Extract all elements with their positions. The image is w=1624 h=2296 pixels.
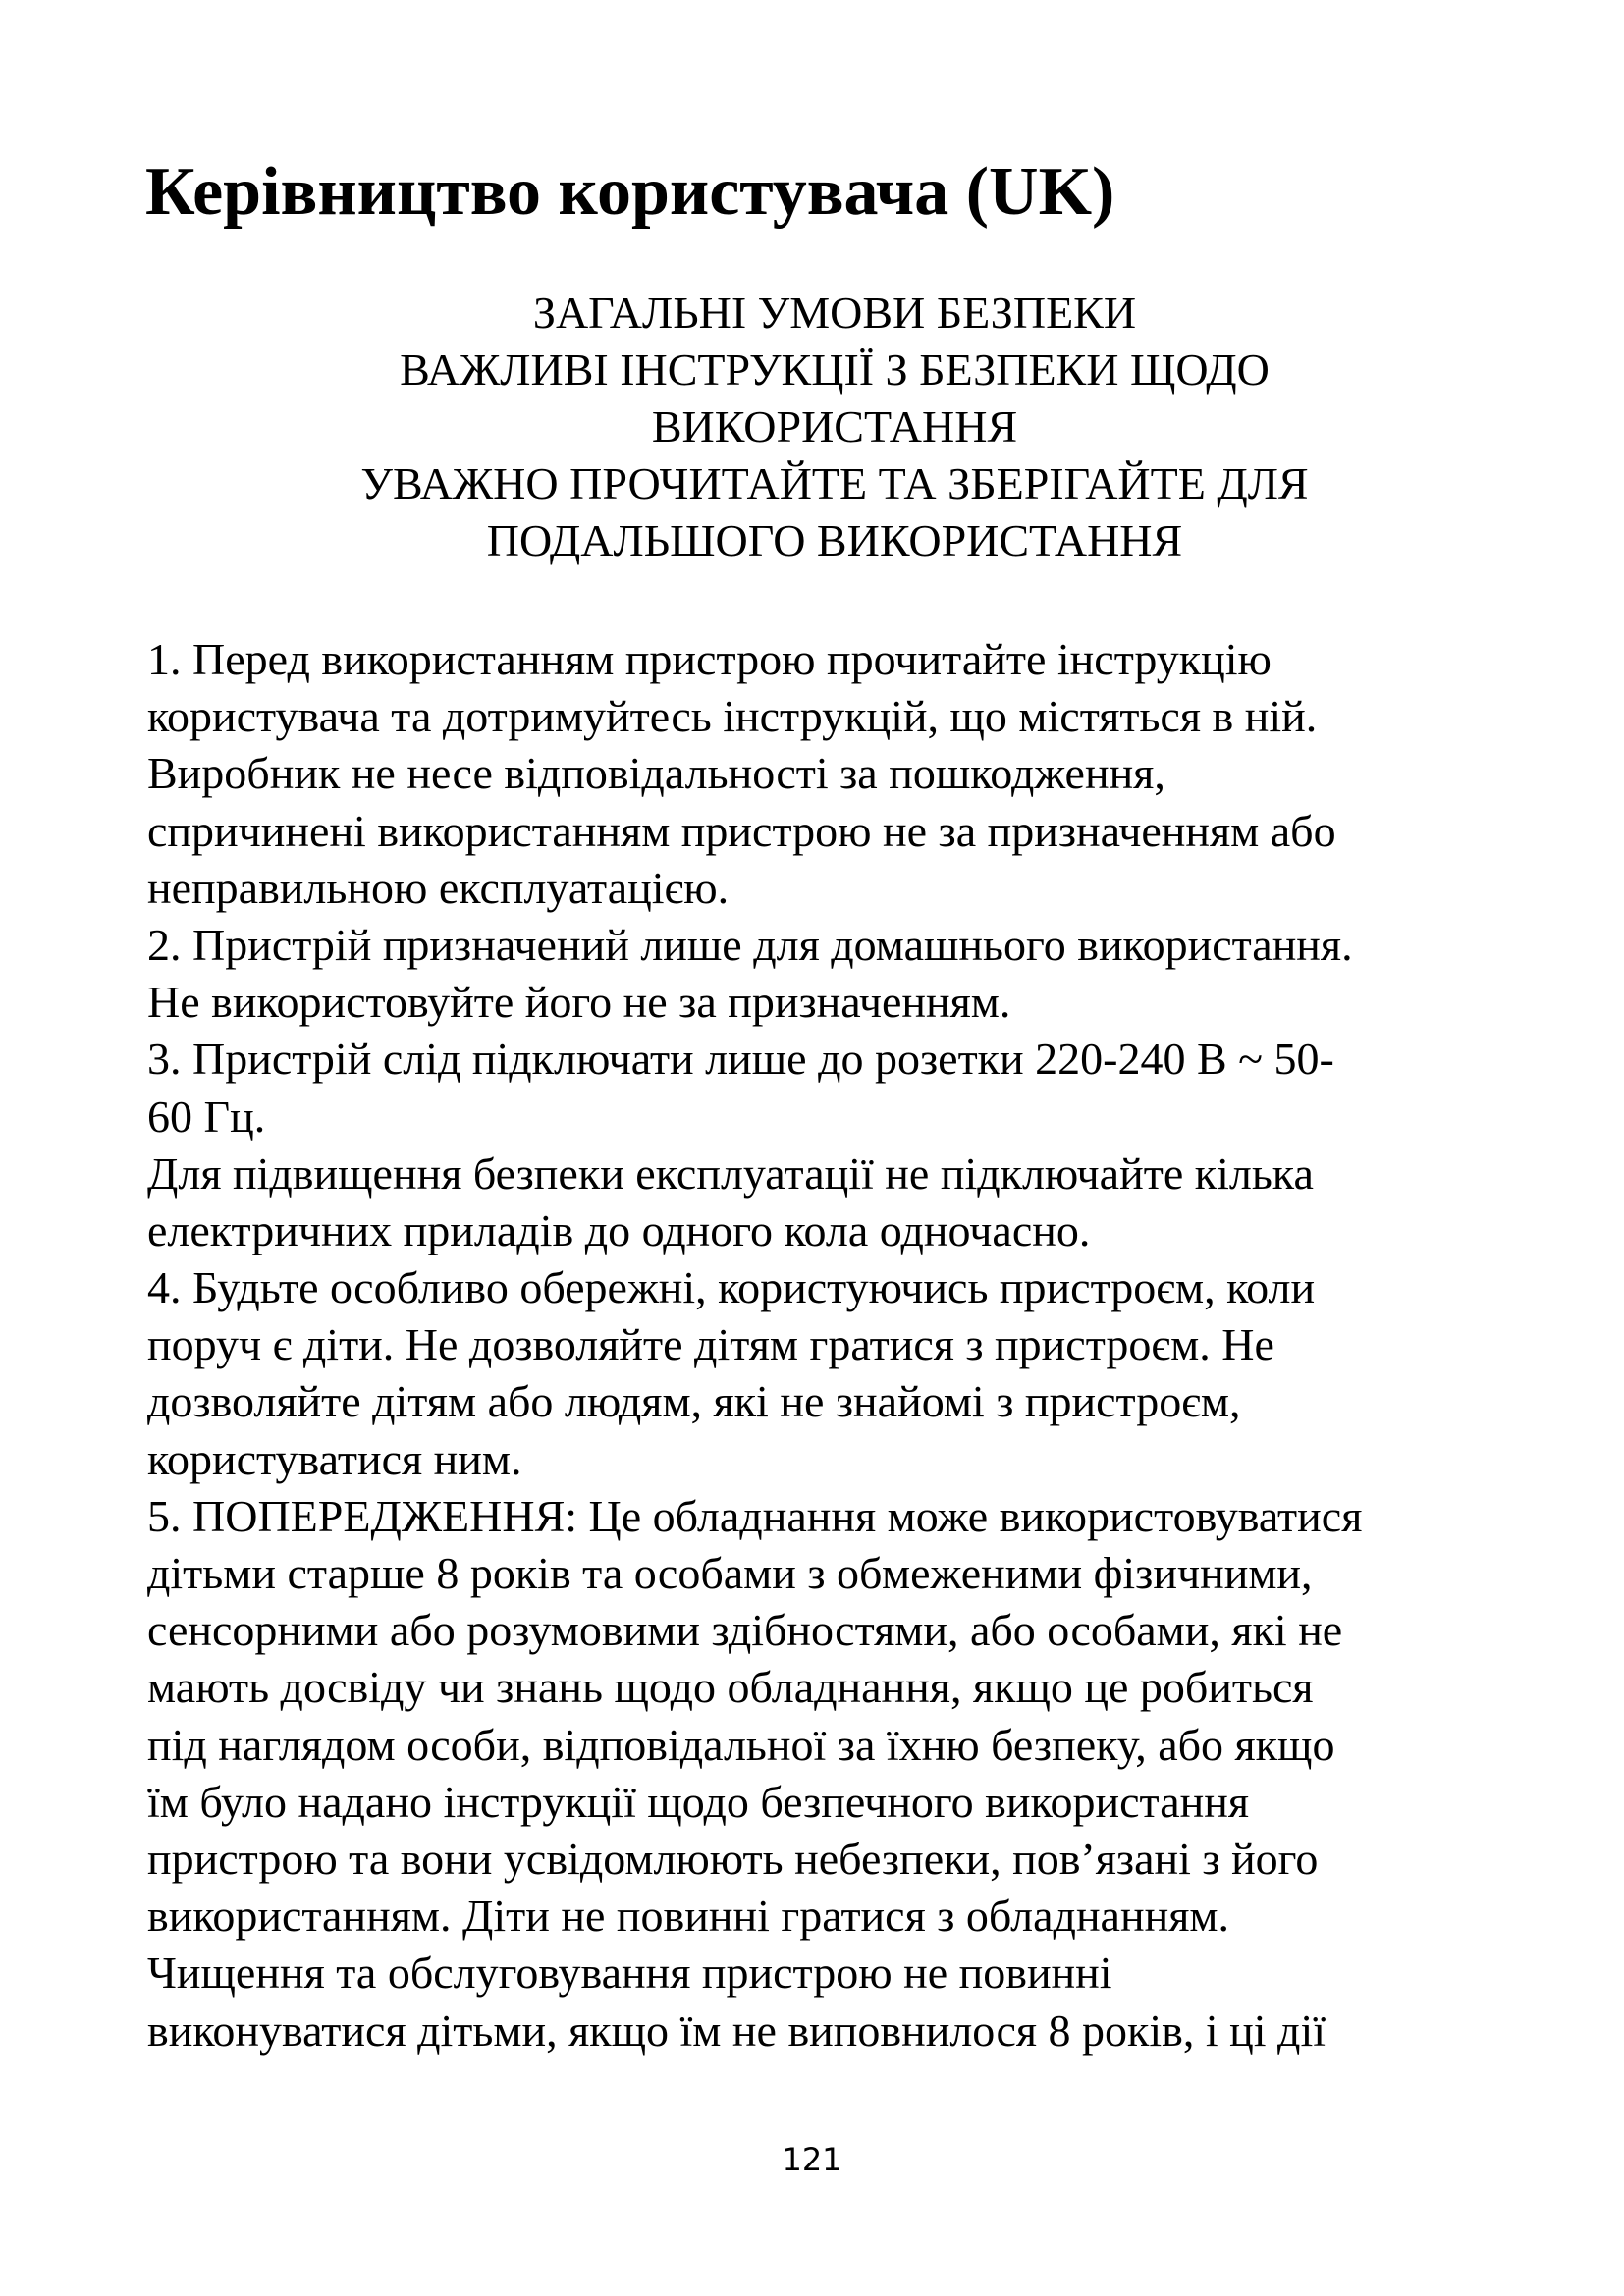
document-title: Керівництво користувача (UK): [145, 154, 1115, 230]
heading-line: ВАЖЛИВІ ІНСТРУКЦІЇ З БЕЗПЕКИ ЩОДО: [400, 345, 1270, 395]
body-line: спричинені використанням пристрою не за призначенням або: [147, 805, 1336, 856]
body-line: Не використовуйте його не за призначенням.: [147, 977, 1011, 1028]
body-line: Виробник не несе відповідальності за пошкодження,: [147, 748, 1165, 799]
body-line: неправильною експлуатацією.: [147, 862, 730, 913]
body-line: виконуватися дітьми, якщо їм не виповнилося 8 років, і ці дії: [147, 2004, 1326, 2056]
body-line: 1. Перед використанням пристрою прочитайте інструкцію: [147, 634, 1272, 684]
body-line: використанням. Діти не повинні гратися з обладнанням.: [147, 1891, 1229, 1942]
body-line: під наглядом особи, відповідальної за їхню безпеку, або якщо: [147, 1719, 1335, 1770]
body-line: користуватися ним.: [147, 1433, 522, 1484]
body-line: електричних приладів до одного кола одночасно.: [147, 1204, 1091, 1255]
body-line: їм було надано інструкції щодо безпечного використання: [147, 1776, 1250, 1827]
body-line: дітьми старше 8 років та особами з обмеженими фізичними,: [147, 1548, 1313, 1598]
body-line: мають досвіду чи знань щодо обладнання, якщо це робиться: [147, 1662, 1314, 1713]
body-line: Чищення та обслуговування пристрою не повинні: [147, 1948, 1112, 1999]
body-line: користувача та дотримуйтесь інструкцій, що містяться в ній.: [147, 691, 1318, 742]
body-line: сенсорними або розумовими здібностями, або особами, які не: [147, 1605, 1343, 1656]
body-line: дозволяйте дітям або людям, які не знайомі з пристроєм,: [147, 1376, 1241, 1427]
heading-line: ПОДАЛЬШОГО ВИКОРИСТАННЯ: [486, 515, 1183, 565]
safety-instructions-body: [147, 631, 1542, 2059]
body-line: 2. Пристрій призначений лише для домашнього використання.: [147, 919, 1353, 970]
safety-section-heading: [147, 285, 1522, 569]
heading-line: ЗАГАЛЬНІ УМОВИ БЕЗПЕКИ: [532, 288, 1137, 338]
page-number: 121: [782, 2141, 842, 2178]
body-line: 3. Пристрій слід підключати лише до розетки 220-240 В ~ 50-: [147, 1034, 1334, 1085]
body-line: пристрою та вони усвідомлюють небезпеки, пов’язані з його: [147, 1833, 1319, 1884]
body-line: 4. Будьте особливо обережні, користуючись пристроєм, коли: [147, 1262, 1316, 1313]
body-line: 60 Гц.: [147, 1091, 266, 1142]
body-line: 5. ПОПЕРЕДЖЕННЯ: Це обладнання може використовуватися: [147, 1490, 1363, 1541]
body-line: Для підвищення безпеки експлуатації не підключайте кілька: [147, 1148, 1314, 1199]
heading-line: УВАЖНО ПРОЧИТАЙТЕ ТА ЗБЕРІГАЙТЕ ДЛЯ: [360, 458, 1309, 508]
heading-line: ВИКОРИСТАННЯ: [651, 401, 1018, 452]
body-line: поруч є діти. Не дозволяйте дітям гратися з пристроєм. Не: [147, 1319, 1274, 1370]
